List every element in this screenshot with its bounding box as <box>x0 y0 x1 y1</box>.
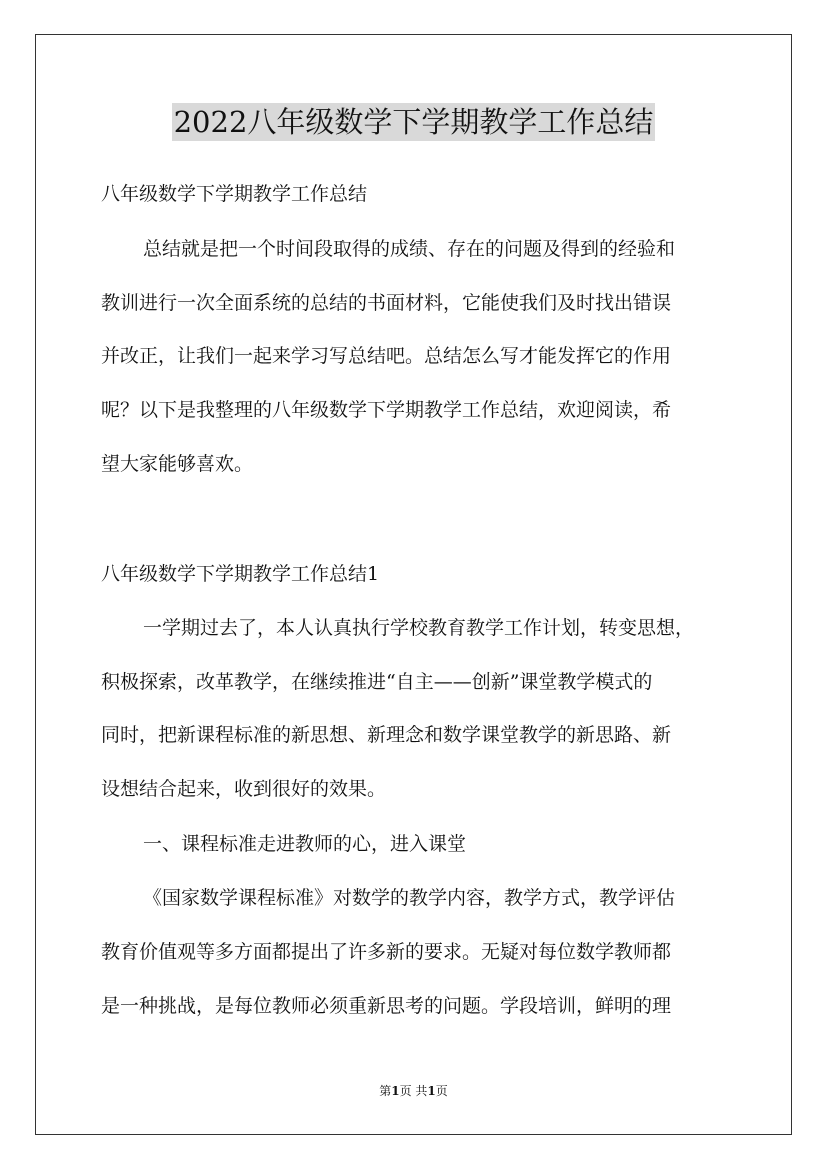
document-title-text: 2022八年级数学下学期教学工作总结 <box>173 105 654 139</box>
intro-line-3: 并改正，让我们一起来学习写总结吧。总结怎么写才能发挥它的作用 <box>101 345 672 367</box>
document-title <box>0 102 827 142</box>
footer-page-mid: 页 共 <box>399 1084 428 1098</box>
page-footer <box>0 1083 827 1099</box>
point1-line-2: 教育价值观等多方面都提出了许多新的要求。无疑对每位数学教师都 <box>101 941 672 963</box>
section1-line-3: 同时，把新课程标准的新思想、新理念和数学课堂教学的新思路、新 <box>101 724 672 746</box>
point1-line-3: 是一种挑战，是每位教师必须重新思考的问题。学段培训，鲜明的理 <box>101 995 672 1017</box>
footer-page-current: 1 <box>391 1084 400 1098</box>
footer-page-total: 1 <box>427 1084 436 1098</box>
intro-line-4: 呢？以下是我整理的八年级数学下学期教学工作总结，欢迎阅读，希 <box>101 399 672 421</box>
intro-line-2: 教训进行一次全面系统的总结的书面材料，它能使我们及时找出错误 <box>101 292 672 314</box>
section1-line-2: 积极探索，改革教学，在继续推进“自主——创新”课堂教学模式的 <box>101 671 653 693</box>
document-subtitle: 八年级数学下学期教学工作总结 <box>101 183 368 205</box>
section1-heading: 八年级数学下学期教学工作总结1 <box>101 563 380 585</box>
section1-line-1: 一学期过去了，本人认真执行学校教育教学工作计划，转变思想， <box>143 617 695 639</box>
point1-heading: 一、课程标准走进教师的心，进入课堂 <box>143 833 467 855</box>
intro-line-5: 望大家能够喜欢。 <box>101 453 254 475</box>
section1-line-4: 设想结合起来，收到很好的效果。 <box>101 778 387 800</box>
point1-line-1: 《国家数学课程标准》对数学的教学内容，教学方式，教学评估 <box>143 887 676 909</box>
footer-page-suffix: 页 <box>435 1084 448 1098</box>
intro-line-1: 总结就是把一个时间段取得的成绩、存在的问题及得到的经验和 <box>143 238 676 260</box>
footer-page-prefix: 第 <box>379 1084 392 1098</box>
